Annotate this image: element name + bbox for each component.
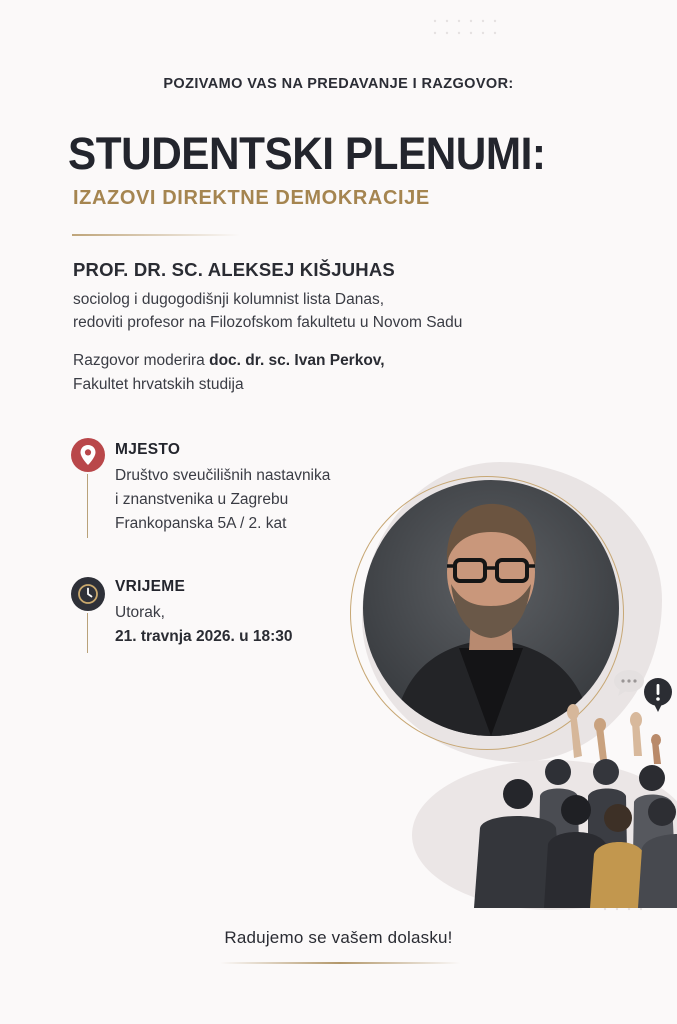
time-connector-line <box>87 613 88 653</box>
invite-heading: POZIVAMO VAS NA PREDAVANJE I RAZGOVOR: <box>163 76 514 92</box>
title-divider <box>72 234 240 236</box>
footer-divider <box>220 962 460 964</box>
time-day: Utorak, <box>115 604 165 621</box>
event-title: STUDENTSKI PLENUMI: <box>68 128 546 179</box>
moderator-prefix: Razgovor moderira <box>73 352 205 369</box>
closing-message: Radujemo se vašem dolasku! <box>224 928 453 947</box>
event-subtitle: IZAZOVI DIREKTNE DEMOKRACIJE <box>73 187 430 209</box>
speaker-description-line1: sociolog i dugogodišnji kolumnist lista Danas, <box>73 291 385 308</box>
map-pin-icon <box>71 438 105 472</box>
crowd-illustration <box>466 668 677 908</box>
speaker-description-line2: redoviti profesor na Filozofskom fakultetu u Novom Sadu <box>73 314 463 331</box>
moderator-name: doc. dr. sc. Ivan Perkov, <box>209 352 385 369</box>
location-connector-line <box>87 474 88 538</box>
location-line1: Društvo sveučilišnih nastavnika <box>115 467 331 484</box>
time-label: VRIJEME <box>115 578 186 595</box>
moderator-line <box>73 352 385 370</box>
location-line2: i znanstvenika u Zagrebu <box>115 491 289 508</box>
clock-icon <box>71 577 105 611</box>
moderator-affiliation: Fakultet hrvatskih studija <box>73 376 244 393</box>
location-label: MJESTO <box>115 441 181 458</box>
time-datetime: 21. travnja 2026. u 18:30 <box>115 628 293 645</box>
decorative-dots-top <box>430 16 550 56</box>
location-line3: Frankopanska 5A / 2. kat <box>115 515 287 532</box>
speaker-name: PROF. DR. SC. ALEKSEJ KIŠJUHAS <box>73 259 395 280</box>
